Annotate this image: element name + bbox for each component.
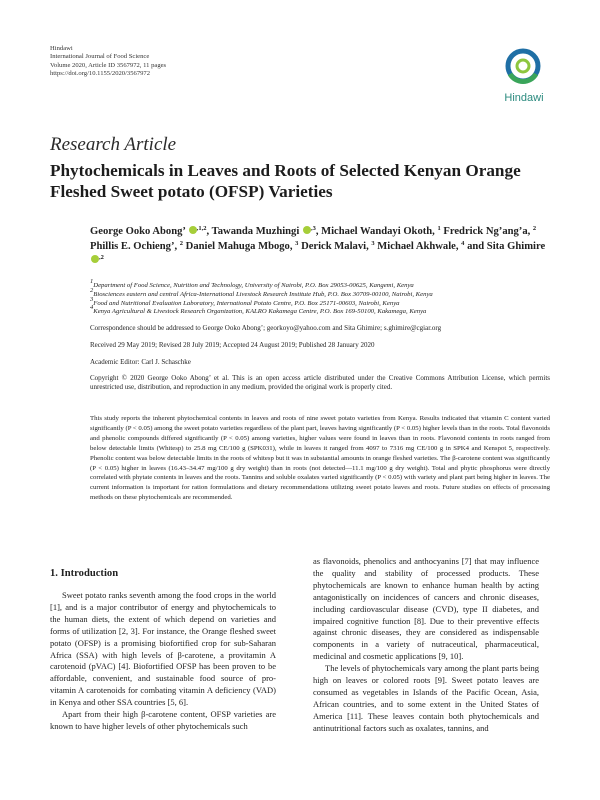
intro-column-right <box>313 556 539 735</box>
author-affiliation-mark: 2 <box>179 239 184 247</box>
author-name: George Ooko Abong’ <box>90 226 188 237</box>
author-list: George Ooko Abong’ $^{,1,2}$, Tawanda Muzhingi $^{,3}$, Michael Wandayi Okoth, $^1$ Fredrick Ng’ang’a, $^2$ Phillis E. Ochieng’, $^2$ Daniel Mahuga Mbogo, $^3$ Derick Malavi, $^3$ Michael Akhwale, $^4$ and Sita Ghimire $^{,2}$ <box>90 225 546 262</box>
affiliation-item: $^3$Food and Nutritional Evaluation Laboratory, International Potato Centre, P.O. Box 25171-00603, Nairobi, Kenya <box>90 295 400 307</box>
affiliation-item: $^4$Kenya Agricultural & Livestock Research Organization, KALRO Kakamega Centre, P.O. Box 169-50100, Kakamega, Kenya <box>90 304 427 316</box>
paper-title: Phytochemicals in Leaves and Roots of Selected Kenyan Orange Fleshed Sweet potato (OFSP) Varieties <box>50 161 521 201</box>
section-heading: 1. Introduction <box>50 568 119 579</box>
author-name: Daniel Mahuga Mbogo, <box>185 240 296 252</box>
author-affiliation-mark: 1 <box>437 225 441 232</box>
doi-link[interactable]: https://doi.org/10.1155/2020/3567972 <box>50 70 151 78</box>
orcid-icon[interactable] <box>91 255 99 263</box>
volume-line: Volume 2020, Article ID 3567972, 11 pages <box>50 61 167 69</box>
paragraph: Sweet potato ranks seventh among the food crops in the world [1], and is a major contributor of energy and phytochemicals to the human diets, the extent of which depend on varieties and forms of utilization [2, 3]. For instance, the Orange fleshed sweet potato (OFSP) is a promising biofortified crop for sub-Saharan Africa (SSA) with high levels of β-carotene, a provitamin A carotenoid (pVAC) [4]. Biofortified OFSP has been proven to be affordable, convenient, and sustainable food source of pro-vitamin A carotenoids for combating vitamin A deficiency (VAD) in Kenya and other SSA countries [5, 6]. <box>50 590 276 708</box>
paragraph: Apart from their high β-carotene content, OFSP varieties are known to have higher levels of other phytochemicals such <box>50 709 276 731</box>
author-name: Michael Akhwale, <box>377 240 462 252</box>
affiliation-item: $^2$Biosciences eastern and central Africa-International Livestock Research Institute Hub, P.O. Box 30709-00100, Nairobi, Kenya <box>90 286 433 298</box>
publisher-name: Hindawi <box>50 45 73 52</box>
author-affiliation-mark: ,1,2 <box>196 225 207 232</box>
author-affiliation-mark: 3 <box>295 239 299 247</box>
paragraph: The levels of phytochemicals vary among the plant parts being high on leaves or colored roots [9]. Sweet potato leaves are consumed as vegetables in Islands of the Pacific Ocean, Asia, African countries, and to some extent in the United States of America [11]. These leaves contain both phytochemicals and antinutritional factors such as oxalates, tannins, and <box>313 663 539 733</box>
author-name: Michael Wandayi Okoth, <box>321 226 438 237</box>
affiliation-list <box>90 278 550 317</box>
author-affiliation-mark: 2 <box>532 225 537 232</box>
journal-meta <box>50 45 166 79</box>
journal-name: International Journal of Food Science <box>50 53 150 61</box>
author-affiliation-mark: ,2 <box>99 254 104 262</box>
intro-column-left <box>50 590 276 733</box>
paragraph: as flavonoids, phenolics and anthocyanins [7] that may influence the quality and stability of processed products. These phytochemicals are known to enhance human health by acting antagonistically on incidences of cancers and chronic diseases, including cardiovascular disease (CVD), type II diabetes, and impaired cognitive function [8]. Due to their preventive effects against chronic diseases, they are considered as indispensable components in a variety of nutraceutical, pharmaceutical, medicinal and cosmetic applications [9, 10]. <box>313 556 539 662</box>
author-name: Fredrick Ng’ang’a, <box>443 226 533 237</box>
author-affiliation-mark: ,3 <box>310 225 316 232</box>
author-name: Derick Malavi, <box>301 240 372 252</box>
copyright-notice: Copyright © 2020 George Ooko Abong’ et al. This is an open access article distributed under the Creative Commons Attribution License, which permits unrestricted use, distribution, and reproduction in any medium, provided the original work is properly cited. <box>90 374 550 392</box>
author-affiliation-mark: 4 <box>461 239 465 247</box>
author-name: Tawanda Muzhingi <box>211 226 302 237</box>
abstract: This study reports the inherent phytochemical contents in leaves and roots of nine sweet potato varieties from Kenya. Results indicated that vitamin C content varied significantly (P < 0.05) among the sweet potato varieties regardless of the plant part, leaves having significantly (P < 0.05) higher levels than in the roots. Total flavonoids and phenolic compounds differed significantly (P < 0.05) among varieties, higher values were found in leaves than in roots. Flavonoid contents in roots ranged from below detectable limits (Whitesp) to 25.8 mg CE/100 g (SPK031), while in leaves it ranged from 4097 to 7316 mg CE/100 g in SPK4 and Kenspot 5, respectively. Phenolic content was below detectable limits in the roots of whitesp but it was in substantial amounts in orange fleshed varieties. The β-carotene content was significantly (P < 0.05) higher in leaves (16.43–34.47 mg/100 g dry weight) than in roots (not detected—11.1 mg/100 g dry weight). Total and phytic phosphorus were directly correlated with phytate contents in leaves and the roots. Tannins and soluble oxalates varied significantly (P < 0.05) with variety and plant part being higher in leaves. The current information is important for ration formulations and dietary recommendations utilizing sweet potato leaves and roots. Future studies on effects of processing methods on these phytochemicals are recommended. <box>90 415 550 502</box>
author-name: and Sita Ghimire <box>467 240 546 252</box>
author-affiliation-mark: 3 <box>371 239 375 247</box>
author-name: Phillis E. Ochieng’, <box>90 240 180 252</box>
article-type: Research Article <box>50 134 177 155</box>
orcid-icon[interactable] <box>303 226 311 234</box>
correspondence: Correspondence should be addressed to George Ooko Abong’; georkoyo@yahoo.com and Sita Ghimire; s.ghimire@cgiar.org <box>90 324 442 332</box>
academic-editor: Academic Editor: Carl J. Schaschke <box>90 358 191 366</box>
publication-dates: Received 29 May 2019; Revised 28 July 2019; Accepted 24 August 2019; Published 28 January 2020 <box>90 341 375 349</box>
logo-wordmark: Hindawi <box>504 92 544 104</box>
orcid-icon[interactable] <box>189 226 197 234</box>
affiliation-item: $^1$Department of Food Science, Nutrition and Technology, University of Nairobi, P.O. Box 29053-00625, Kangemi, Kenya <box>90 278 414 289</box>
